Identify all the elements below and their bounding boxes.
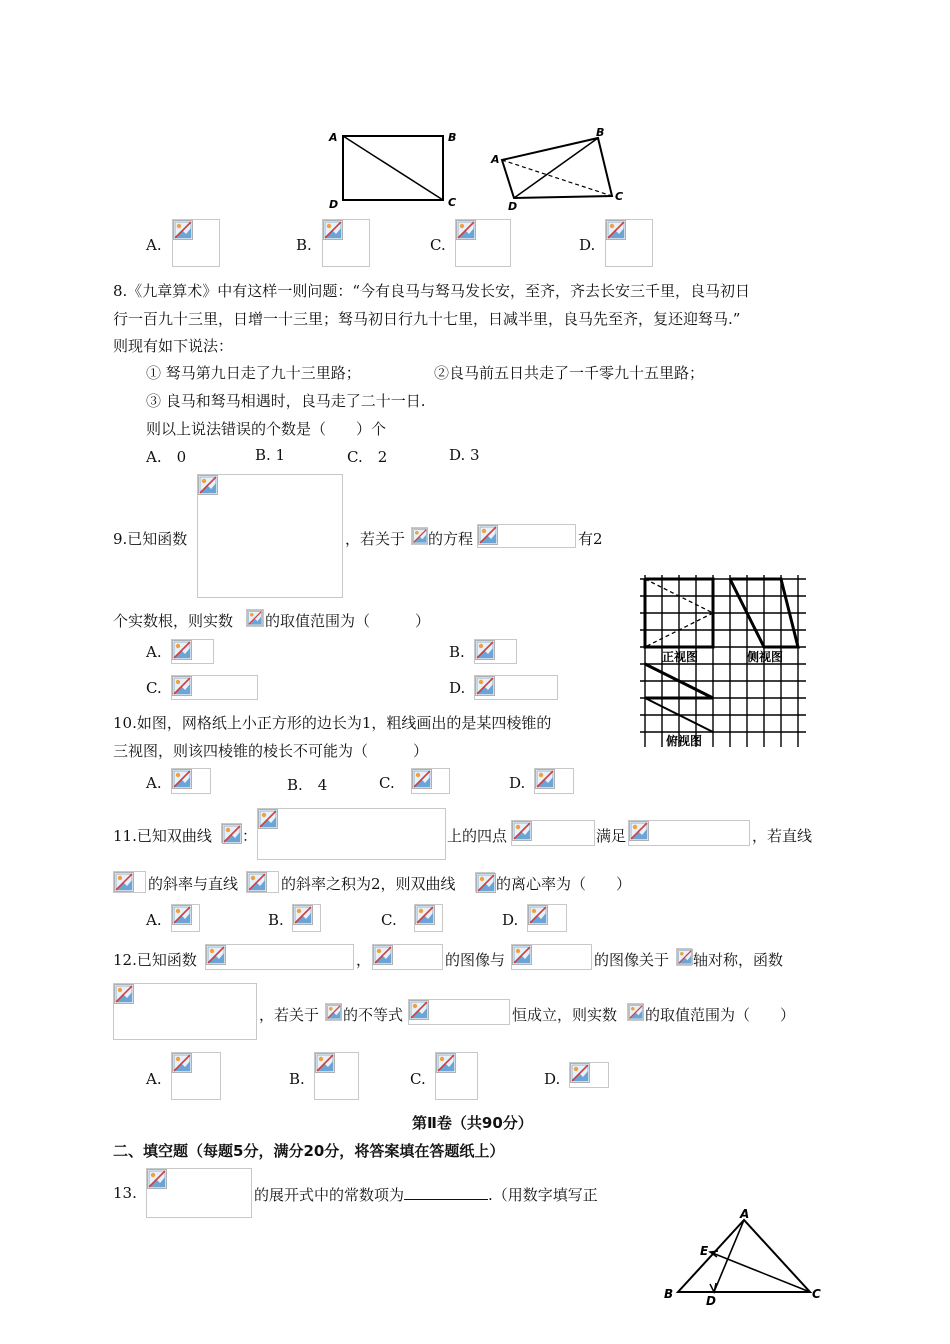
label-E: E: [700, 1244, 709, 1258]
image-icon: [456, 220, 476, 240]
image-icon: [258, 809, 278, 829]
line-image: [246, 871, 279, 893]
option-image: [171, 904, 200, 932]
var-image: [325, 1003, 342, 1021]
image-icon: [172, 640, 192, 660]
option-label: D.: [449, 679, 466, 697]
image-icon: [475, 640, 495, 660]
condition-image: [628, 820, 750, 846]
image-icon: [172, 676, 192, 696]
q12-prefix: 12.已知函数: [113, 951, 197, 969]
q9-text: 的方程: [428, 530, 474, 548]
label-D: D: [706, 1294, 716, 1308]
image-icon: [247, 610, 263, 626]
q11-line2: 的斜率之积为2，则双曲线: [281, 875, 456, 893]
image-icon: [114, 872, 134, 892]
option-image: [171, 639, 214, 664]
option-image: [474, 675, 558, 700]
q8-line1: 8.《九章算术》中有这样一则问题：“今有良马与驽马发长安，至齐，齐去长安三千里，良马初日: [113, 282, 750, 300]
image-icon: [114, 984, 134, 1004]
image-icon: [512, 945, 532, 965]
image-icon: [606, 220, 626, 240]
equation-image: [257, 808, 446, 860]
function-image: [205, 944, 354, 970]
image-icon: [222, 824, 242, 844]
function-image: [197, 474, 343, 598]
option-label: B.: [268, 911, 284, 929]
q10-line2: 三视图，则该四棱锥的棱长不可能为（ ）: [113, 742, 429, 760]
q12-line2: 的取值范围为（ ）: [645, 1006, 796, 1024]
q11-text: ，若直线: [752, 827, 813, 845]
three-view-grid-figure: [640, 571, 810, 751]
image-icon: [198, 475, 218, 495]
option-a: A. 0: [146, 448, 187, 466]
option-image: [322, 219, 370, 267]
label-C: C: [812, 1287, 821, 1301]
label-B: B: [664, 1287, 674, 1301]
option-image: [569, 1062, 609, 1088]
image-icon: [535, 769, 555, 789]
rectangle-figure: [325, 124, 465, 214]
top-view-label: 俯视图: [666, 734, 703, 748]
q8-line2: 行一百九十三里，日增一十三里；驽马初日行九十七里，日减半里，良马先至齐，复还迎驽马.”: [113, 310, 741, 328]
var-image: [627, 1003, 644, 1021]
option-label: A.: [146, 643, 162, 661]
image-icon: [677, 949, 693, 965]
image-icon: [475, 676, 495, 696]
image-icon: [528, 905, 548, 925]
option-label: A.: [146, 911, 162, 929]
option-label: B.: [449, 643, 465, 661]
image-icon: [247, 872, 267, 892]
label-B: B: [448, 131, 457, 144]
image-icon: [409, 1000, 429, 1020]
option-label: A.: [146, 236, 162, 254]
q10-line1: 10.如图，网格纸上小正方形的边长为1，粗线画出的是某四棱锥的: [113, 714, 552, 732]
option-label: C.: [379, 774, 395, 792]
points-image: [511, 820, 595, 846]
image-icon: [628, 1004, 644, 1020]
image-icon: [173, 220, 193, 240]
image-icon: [412, 528, 428, 544]
option-label: C.: [146, 679, 162, 697]
option-label: C.: [410, 1070, 426, 1088]
option-label: D.: [579, 236, 596, 254]
q12-line2: ，若关于: [259, 1006, 320, 1024]
image-icon: [412, 769, 432, 789]
q8-statement-3: ③ 良马和驽马相遇时，良马走了二十一日.: [146, 392, 426, 410]
function-image: [113, 983, 257, 1040]
q13-body: 的展开式中的常数项为: [254, 1186, 405, 1204]
option-image: [455, 219, 511, 267]
parallelogram-figure: [488, 124, 628, 214]
option-image: [605, 219, 653, 267]
option-label: D.: [509, 774, 526, 792]
q12-text: ，: [356, 951, 372, 969]
function-image: [511, 944, 592, 970]
option-label: B. 4: [287, 776, 328, 794]
image-icon: [293, 905, 313, 925]
image-icon: [436, 1053, 456, 1073]
label-B: B: [596, 126, 605, 139]
option-label: B.: [289, 1070, 305, 1088]
triangle-figure: [660, 1208, 830, 1308]
q13-tail: .（用数字填写正: [488, 1186, 598, 1204]
inequality-image: [408, 999, 510, 1025]
option-image: [171, 1052, 221, 1100]
q9-line2: 个实数根，则实数: [113, 612, 234, 630]
q12-line2: 恒成立，则实数: [512, 1006, 618, 1024]
var-image: [475, 872, 495, 892]
front-view-label: 正视图: [662, 650, 699, 664]
option-label: D.: [502, 911, 519, 929]
q9-line2b: 的取值范围为（ ）: [265, 612, 431, 630]
image-icon: [315, 1053, 335, 1073]
q13-prefix: 13.: [113, 1184, 137, 1202]
label-C: C: [615, 190, 624, 203]
image-icon: [415, 905, 435, 925]
equation-image: [477, 524, 576, 548]
option-image: [435, 1052, 478, 1100]
option-image: [172, 219, 220, 267]
q11-prefix: 11.已知双曲线: [113, 827, 212, 845]
q8-statement-1: ① 驽马第九日走了九十三里路；: [146, 364, 361, 382]
image-icon: [373, 945, 393, 965]
option-c: C. 2: [347, 448, 388, 466]
image-icon: [478, 525, 498, 545]
label-D: D: [508, 200, 518, 213]
option-image: [534, 768, 574, 794]
q11-text: 满足: [596, 827, 627, 845]
q8-line3: 则现有如下说法：: [113, 337, 234, 355]
q12-text: 的图像关于: [594, 951, 670, 969]
q8-statement-2: ②良马前五日共走了一千零九十五里路；: [434, 364, 705, 382]
image-icon: [476, 873, 496, 893]
option-label: C.: [381, 911, 397, 929]
line-image: [113, 871, 146, 893]
label-A: A: [740, 1208, 750, 1221]
image-icon: [629, 821, 649, 841]
option-label: A.: [146, 774, 162, 792]
label-A: A: [491, 153, 500, 166]
image-icon: [172, 1053, 192, 1073]
image-icon: [323, 220, 343, 240]
option-label: D.: [544, 1070, 561, 1088]
image-icon: [512, 821, 532, 841]
function-image: [372, 944, 443, 970]
q8-question: 则以上说法错误的个数是（ ）个: [146, 420, 387, 438]
q12-line2: 的不等式: [343, 1006, 404, 1024]
option-image: [411, 768, 450, 794]
image-icon: [147, 1169, 167, 1189]
image-icon: [172, 769, 192, 789]
image-icon: [172, 905, 192, 925]
label-D: D: [329, 198, 339, 211]
var-image: [676, 948, 692, 966]
q9-text: ，若关于: [345, 530, 406, 548]
option-image: [474, 639, 517, 664]
option-label: A.: [146, 1070, 162, 1088]
image-icon: [206, 945, 226, 965]
option-b: B. 1: [255, 446, 286, 464]
var-image: [411, 527, 428, 545]
option-image: [292, 904, 321, 932]
option-label: C.: [430, 236, 446, 254]
q11-text: 上的四点: [447, 827, 508, 845]
image-icon: [326, 1004, 342, 1020]
label-A: A: [329, 131, 338, 144]
q11-line2: 的离心率为（ ）: [496, 875, 632, 893]
expression-image: [146, 1168, 252, 1218]
label-C: C: [448, 196, 457, 209]
option-image: [171, 768, 211, 794]
option-image: [171, 675, 258, 700]
var-image: [246, 609, 264, 627]
side-view-label: 侧视图: [747, 650, 784, 664]
option-image: [314, 1052, 359, 1100]
q12-text: 轴对称，函数: [693, 951, 784, 969]
section-heading: 二、填空题（每题5分，满分20分，将答案填在答题纸上）: [113, 1142, 505, 1160]
image-icon: [570, 1063, 590, 1083]
option-label: B.: [296, 236, 312, 254]
option-image: [414, 904, 443, 932]
section-title: 第Ⅱ卷（共90分）: [412, 1114, 533, 1132]
answer-blank[interactable]: [404, 1185, 488, 1200]
q13-text: [254, 1184, 598, 1205]
q9-text: 有2: [578, 530, 603, 548]
q11-line2: 的斜率与直线: [148, 875, 239, 893]
q11-text: ：: [242, 827, 258, 845]
q12-text: 的图像与: [445, 951, 506, 969]
option-d: D. 3: [449, 446, 480, 464]
q9-prefix: 9.已知函数: [113, 530, 188, 548]
option-image: [527, 904, 567, 932]
var-image: [221, 823, 242, 843]
